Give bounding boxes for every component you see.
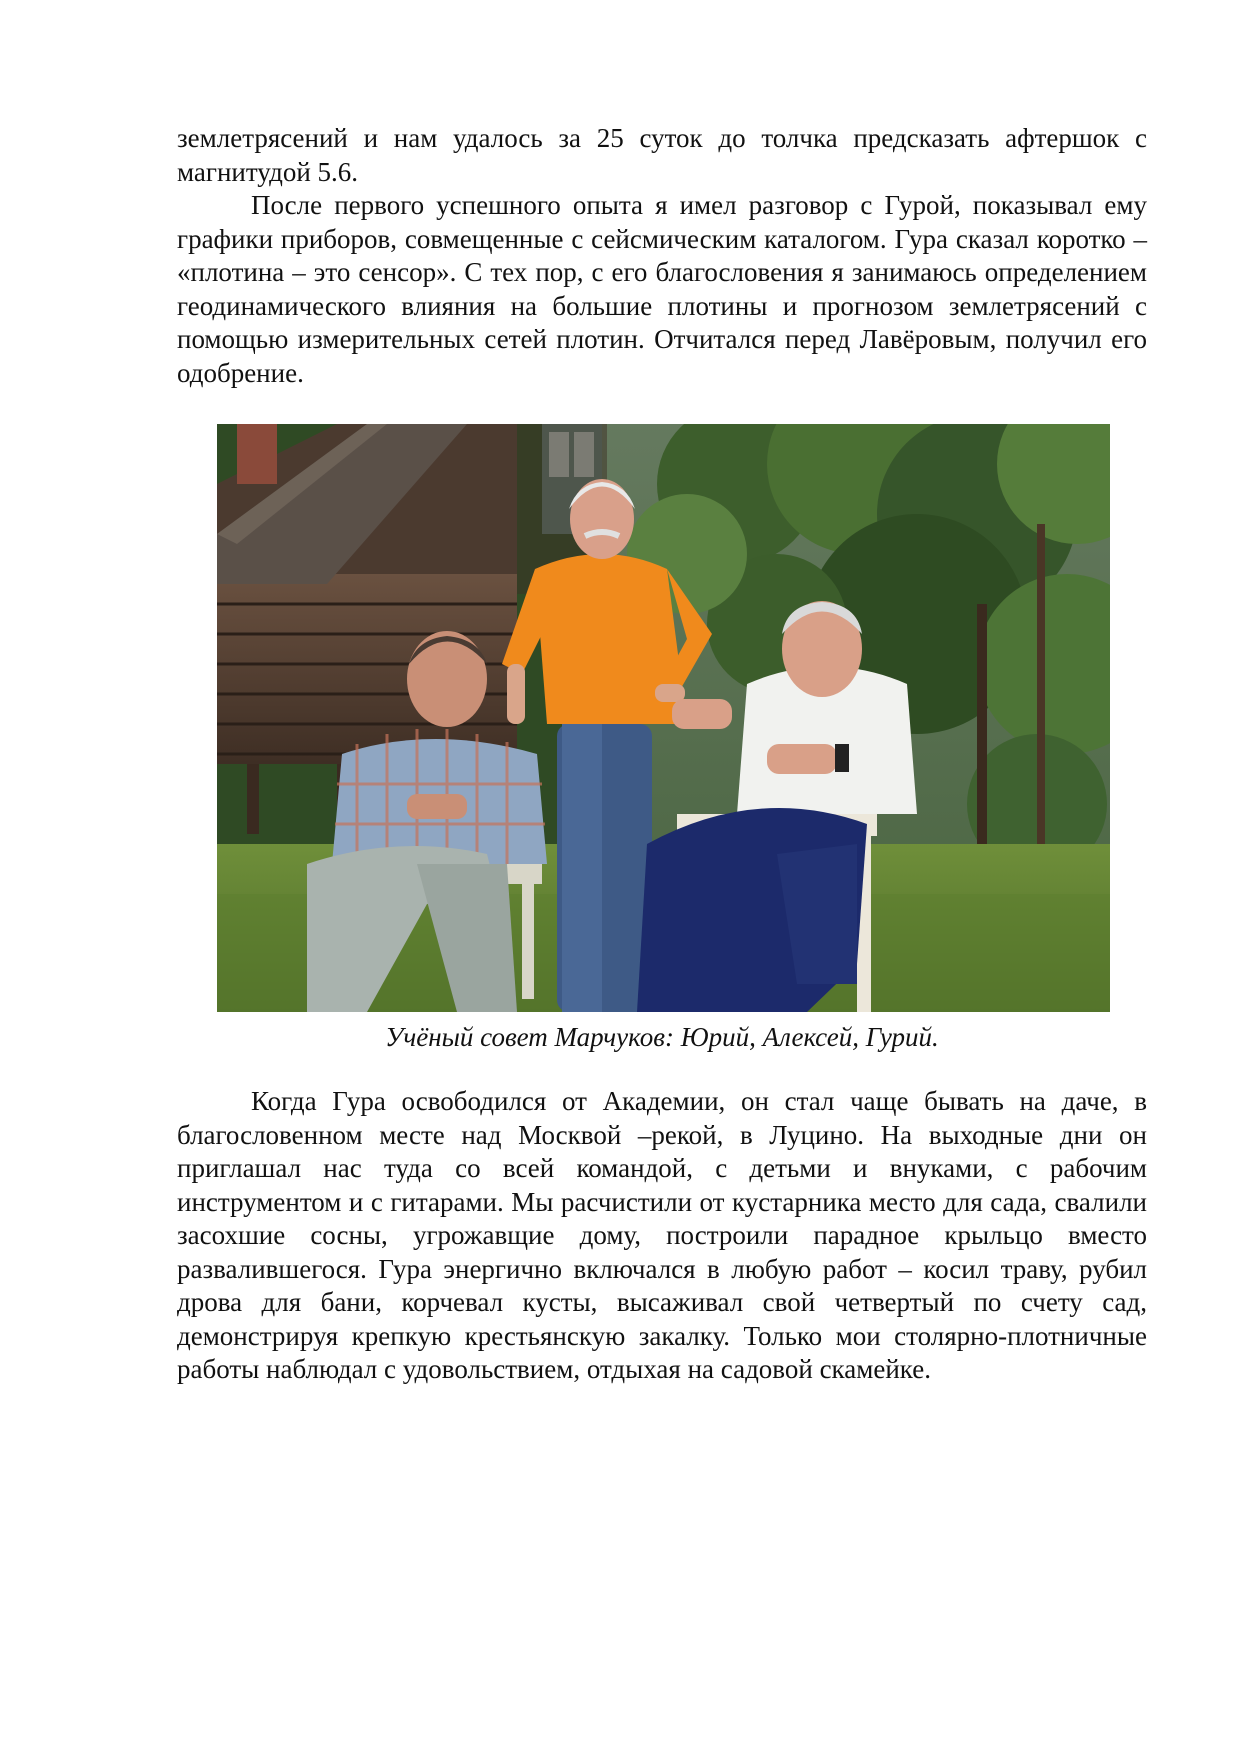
photo-illustration (217, 424, 1110, 1012)
paragraph-continuation: землетрясений и нам удалось за 25 суток до толчка предсказать афтершок с магнитудой 5.6. (177, 123, 1147, 187)
paragraph-dam-sensor: После первого успешного опыта я имел разговор с Гурой, показывал ему графики приборов, совмещенные с сейсмическим каталогом. Гура сказал коротко – «плотина – это сенсор». С тех пор, с его благословения я занимаюсь определением геодинамического влияния на большие плотины и прогнозом землетрясений с помощью измерительных сетей плотин. Отчитался перед Лавёровым, получил его одобрение. (177, 190, 1147, 388)
photo-caption: Учёный совет Марчуков: Юрий, Алексей, Гурий. (385, 1022, 939, 1052)
chimney (237, 424, 277, 484)
text-block-bottom (177, 1085, 1147, 1387)
text-block-top (177, 122, 1147, 390)
paragraph-dacha: Когда Гура освободился от Академии, он стал чаще бывать на даче, в благословенном месте над Москвой –рекой, в Луцино. На выходные дни он приглашал нас туда со всей командой, с детьми и внуками, с рабочим инструментом и с гитарами. Мы расчистили от кустарника место для сада, свалили засохшие сосны, угрожавщие дому, построили парадное крыльцо вместо развалившегося. Гура энергично включался в любую работ – косил траву, рубил дрова для бани, корчевал кусты, высаживал свой четвертый по счету сад, демонстрируя крепкую крестьянскую закалку. Только мои столярно-плотничные работы наблюдал с удовольствием, отдыхая на садовой скамейке. (177, 1086, 1147, 1384)
photo (217, 424, 1110, 1012)
